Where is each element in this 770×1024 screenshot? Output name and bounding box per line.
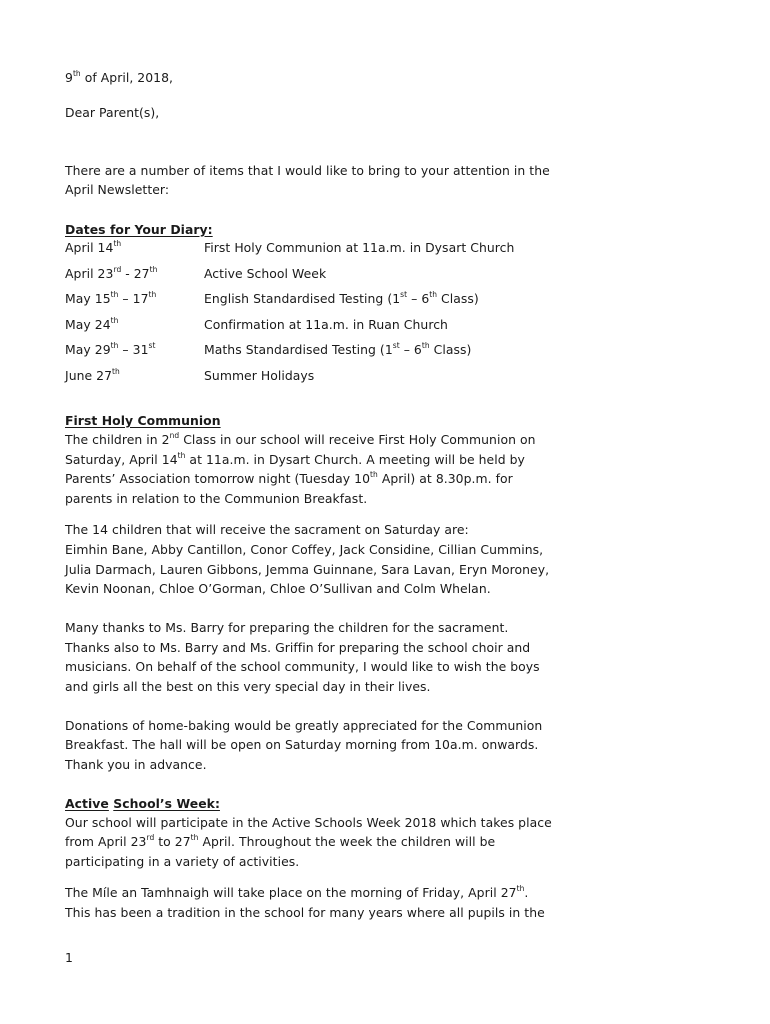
mile-line: The Míle an Tamhnaigh will take place on the morning of Friday, April 27th. (65, 883, 529, 900)
letter-date: 9th of April, 2018, (65, 68, 174, 85)
thanks-line: Many thanks to Ms. Barry for preparing the children for the sacrament. (65, 620, 509, 635)
active-line: Our school will participate in the Active Schools Week 2018 which takes place (65, 815, 552, 830)
communion-line: Saturday, April 14th at 11a.m. in Dysart Church. A meeting will be held by (65, 450, 525, 467)
diary-date: May 15th – 17th (65, 289, 157, 306)
diary-date: April 23rd - 27th (65, 264, 158, 281)
active-line: from April 23rd to 27th April. Throughout the week the children will be (65, 832, 496, 849)
mile-line: This has been a tradition in the school for many years where all pupils in the (65, 905, 545, 920)
intro-line: April Newsletter: (65, 182, 170, 197)
diary-date: May 29th – 31st (65, 340, 156, 357)
diary-heading: Dates for Your Diary: (65, 222, 213, 237)
children-line: Kevin Noonan, Chloe O’Gorman, Chloe O’Sullivan and Colm Whelan. (65, 581, 491, 596)
active-heading: Active School’s Week: (65, 796, 220, 811)
thanks-line: and girls all the best on this very special day in their lives. (65, 679, 431, 694)
thanks-line: musicians. On behalf of the school community, I would like to wish the boys (65, 659, 540, 674)
diary-event: First Holy Communion at 11a.m. in Dysart Church (204, 240, 515, 255)
diary-date: June 27th (65, 366, 120, 383)
diary-date: May 24th (65, 315, 119, 332)
donations-line: Breakfast. The hall will be open on Saturday morning from 10a.m. onwards. (65, 737, 539, 752)
active-line: participating in a variety of activities. (65, 854, 300, 869)
diary-date: April 14th (65, 238, 122, 255)
communion-line: The children in 2nd Class in our school will receive First Holy Communion on (65, 430, 536, 447)
children-line: Eimhin Bane, Abby Cantillon, Conor Coffey, Jack Considine, Cillian Cummins, (65, 542, 544, 557)
diary-event: Confirmation at 11a.m. in Ruan Church (204, 317, 448, 332)
children-line: Julia Darmach, Lauren Gibbons, Jemma Guinnane, Sara Lavan, Eryn Moroney, (65, 562, 550, 577)
salutation: Dear Parent(s), (65, 105, 160, 120)
communion-heading: First Holy Communion (65, 413, 221, 428)
diary-event: Summer Holidays (204, 368, 315, 383)
donations-line: Donations of home-baking would be greatly appreciated for the Communion (65, 718, 543, 733)
communion-line: parents in relation to the Communion Breakfast. (65, 491, 368, 506)
communion-line: Parents’ Association tomorrow night (Tuesday 10th April) at 8.30p.m. for (65, 469, 513, 486)
intro-line: There are a number of items that I would like to bring to your attention in the (65, 163, 550, 178)
thanks-line: Thanks also to Ms. Barry and Ms. Griffin for preparing the school choir and (65, 640, 531, 655)
donations-line: Thank you in advance. (65, 757, 207, 772)
page-number: 1 (65, 950, 73, 965)
diary-event: Active School Week (204, 266, 327, 281)
diary-event: English Standardised Testing (1st – 6th Class) (204, 289, 479, 306)
diary-event: Maths Standardised Testing (1st – 6th Class) (204, 340, 472, 357)
children-line: The 14 children that will receive the sacrament on Saturday are: (65, 522, 469, 537)
